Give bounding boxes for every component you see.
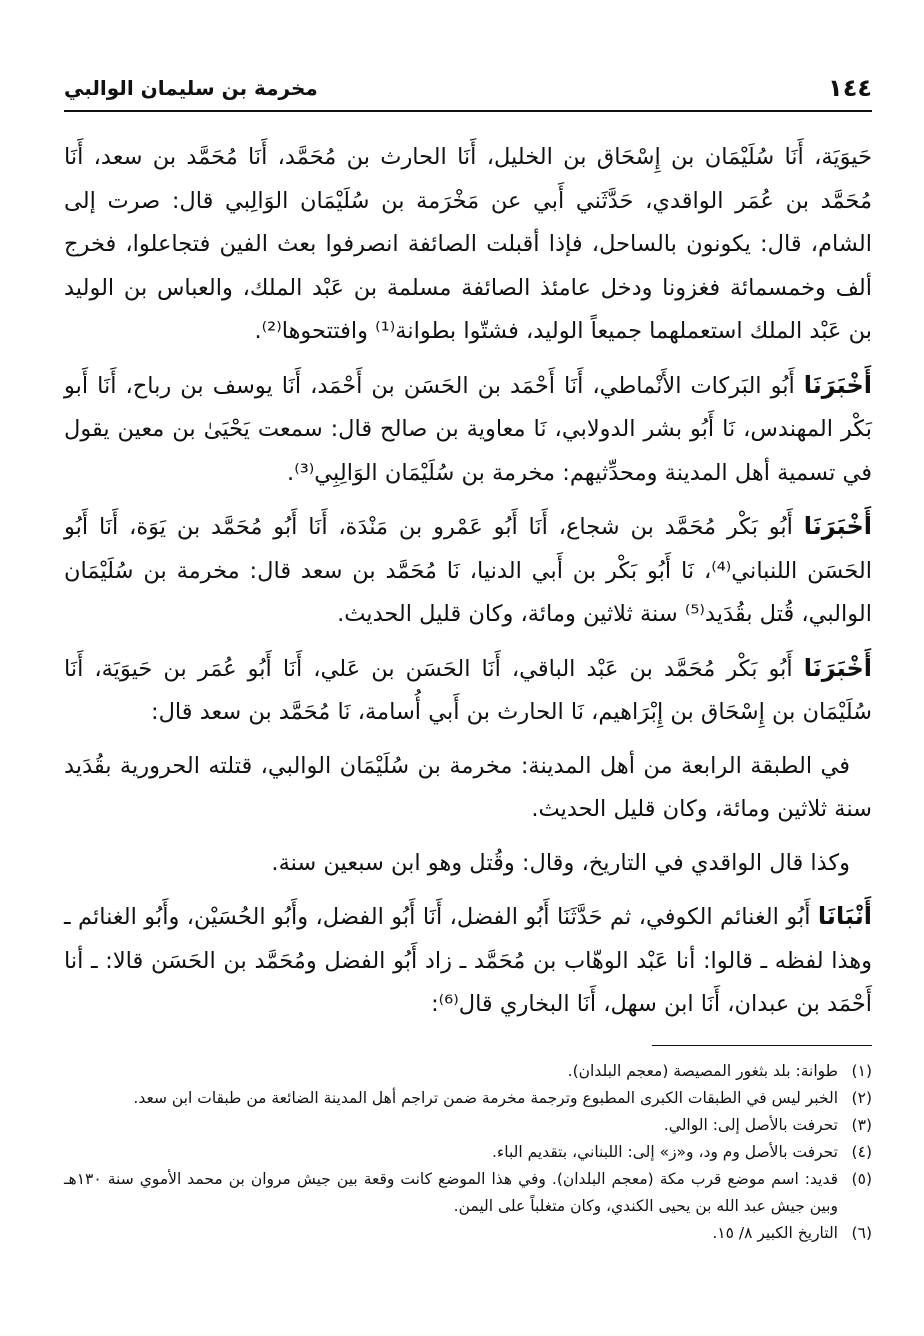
paragraph [64,745,872,832]
footnote-separator [652,1045,872,1046]
paragraph [64,505,872,637]
paragraph-text: في الطبقة الرابعة من أهل المدينة: مخرمة بن سُلَيْمَان الوالبي، قتلته الحرورية بقُدَيد سنة ثلاثين ومائة، وكان قليل الحديث. [64,752,872,822]
footnote-text: تحرفت بالأصل إلى: الوالي. [663,1115,838,1134]
footnotes [64,1058,872,1247]
footnote-number: (٥) [851,1169,872,1188]
running-title: مخرمة بن سليمان الوالبي [64,76,318,100]
paragraph-keyword: أَنْبَانَا [817,902,872,930]
paragraph-keyword: أَخْبَرَنَا [803,653,872,682]
footnote [64,1139,872,1166]
book-page [64,66,872,1247]
footnote-text: الخبر ليس في الطبقات الكبرى المطبوع وترجمة مخرمة ضمن تراجم أهل المدينة الضائعة من طبقات ابن سعد. [133,1088,838,1107]
paragraph [64,136,872,354]
footnote-number: (١) [851,1061,872,1080]
footnote-number: (٦) [851,1223,872,1242]
footnote-number: (٣) [851,1115,872,1134]
paragraph [64,364,872,496]
footnote [64,1220,872,1247]
paragraph-text: وكذا قال الواقدي في التاريخ، وقال: وقُتل وهو ابن سبعين سنة. [271,849,850,876]
footnote-text: قديد: اسم موضع قرب مكة (معجم البلدان). وفي هذا الموضع كانت وقعة بين جيش مروان بن محمد الأموي سنة ١٣٠هـ وبين جيش عبد الله بن يحيى الكندي، وكان متغلباً على اليمن. [64,1169,838,1215]
paragraph-text: حَيوَيَة، أَنَا سُلَيْمَان بن إِسْحَاق بن الخليل، أَنَا الحارث بن مُحَمَّد، أَنَا مُحَمَّد بن سعد، أَنَا مُحَمَّد بن عُمَر الواقدي، حَدَّثَني أَبي عن مَخْرَمة بن سُلَيْمَان الوَالِبي قال: صرت إلى الشام، قال: يكونون بالساحل، فإذا أقبلت الصائفة انصرفوا بعث الفين فتجاعلوا، فخرج ألف وخمسمائة فغزونا ودخل عامئذ الصائفة مسلمة بن عَبْد الملك، والعباس بن الوليد بن عَبْد الملك استعملهما جميعاً الوليد، فشتّوا بطوانة⁽¹⁾ وافتتحوها⁽²⁾. [64,144,872,344]
page-header [64,66,872,112]
footnote-text: التاريخ الكبير ٨/ ١٥. [712,1223,838,1242]
paragraph [64,647,872,735]
paragraph-keyword: أَخْبَرَنَا [803,512,872,540]
footnote-number: (٤) [851,1142,872,1161]
footnote [64,1058,872,1085]
footnote [64,1166,872,1220]
footnote [64,1085,872,1112]
paragraph-keyword: أَخْبَرَنَا [803,370,872,399]
footnote-text: طوانة: بلد بثغور المصيصة (معجم البلدان). [567,1061,838,1080]
paragraph [64,842,872,886]
main-text [64,136,872,1027]
paragraph-text: أَبُو بَكْر مُحَمَّد بن عَبْد الباقي، أَنَا الحَسَن بن عَلي، أَنَا أَبُو عُمَر بن حَيوَيَة، أَنَا سُلَيْمَان بن إِسْحَاق بن إِبْرَاهيم، نَا الحارث بن أَبي أُسامة، نَا مُحَمَّد بن سعد قال: [64,655,872,725]
footnote [64,1112,872,1139]
paragraph [64,895,872,1027]
paragraph-text: أَبُو البَركات الأَنْماطي، أَنَا أَحْمَد بن الحَسَن بن أَحْمَد، أَنَا يوسف بن رباح، أَنَا أَبو بَكْر المهندس، نَا أَبُو بشر الدولابي، نَا معاوية بن صالح قال: سمعت يَحْيَىٰ بن معين يقول في تسمية أهل المدينة ومحدِّثيهم: مخرمة بن سُلَيْمَان الوَالِبِي⁽³⁾. [64,372,872,486]
footnote-text: تحرفت بالأصل وم ود، و«ز» إلى: اللبناني، بتقديم الباء. [492,1142,838,1161]
page-number: ١٤٤ [828,74,872,102]
footnote-number: (٢) [851,1088,872,1107]
paragraph-text: أَبُو بَكْر مُحَمَّد بن شجاع، أَنَا أَبُو عَمْرو بن مَنْدَة، أَنَا أَبُو مُحَمَّد بن يَوَة، أَنَا أَبُو الحَسَن اللنباني⁽⁴⁾، نَا أَبُو بَكْر بن أَبي الدنيا، نَا مُحَمَّد بن سعد قال: مخرمة بن سُلَيْمَان الوالبي، قُتل بقُدَيد⁽⁵⁾ سنة ثلاثين ومائة، وكان قليل الحديث. [64,514,872,627]
paragraph-text: أَبُو الغنائم الكوفي، ثم حَدَّثَنَا أَبُو الفضل، أَنَا أَبُو الفضل، وأَبُو الحُسَيْن، وأَبُو الغنائم ـ وهذا لفظه ـ قالوا: أنا عَبْد الوهّاب بن مُحَمَّد ـ زاد أَبُو الفضل ومُحَمَّد بن الحَسَن قالا: ـ أنا أَحْمَد بن عبدان، أَنَا ابن سهل، أَنَا البخاري قال⁽⁶⁾: [64,904,872,1017]
